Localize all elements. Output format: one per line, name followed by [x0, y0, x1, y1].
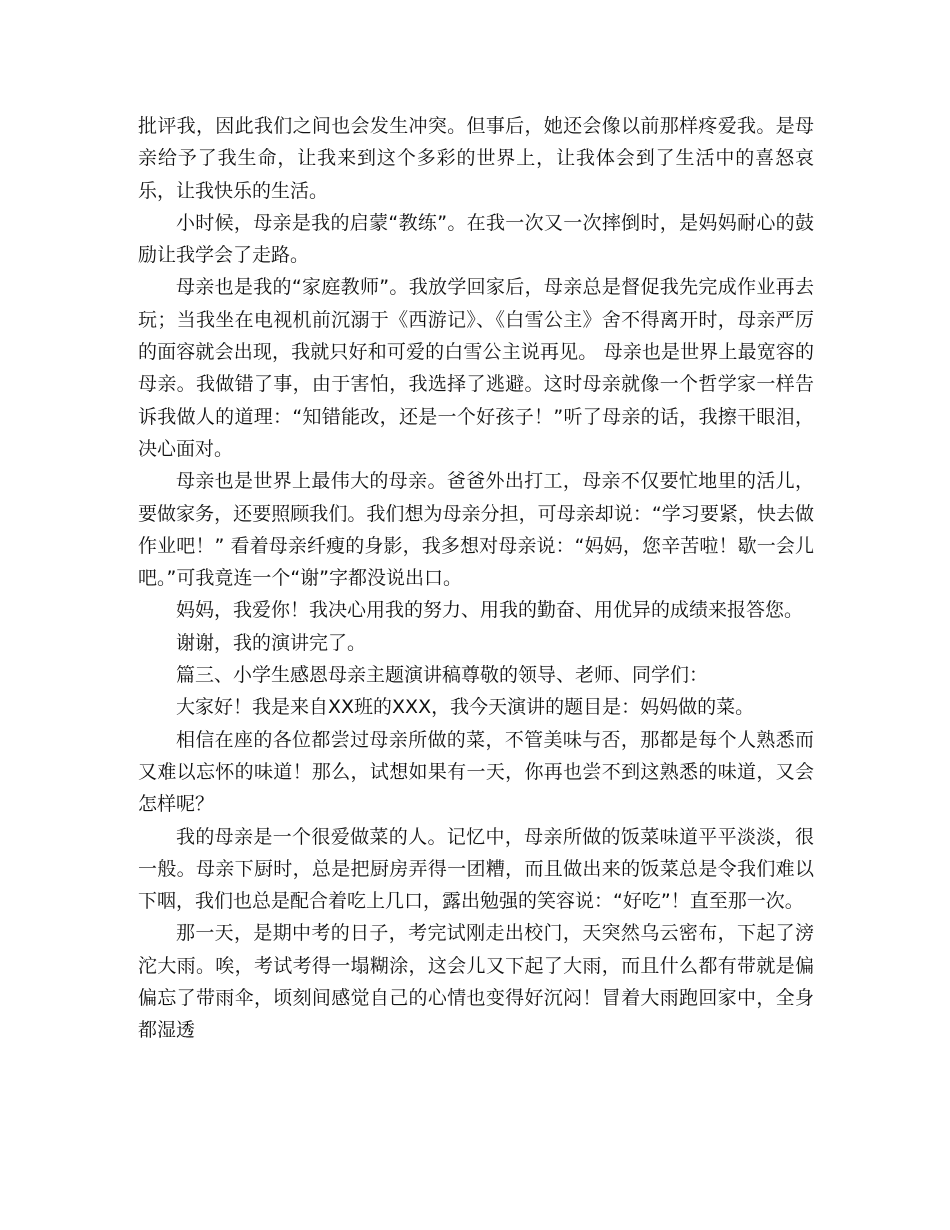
document-body: [138, 110, 814, 1047]
section-heading: 篇三、小学生感恩母亲主题演讲稿尊敬的领导、老师、同学们：: [176, 664, 709, 687]
paragraph-10: 我的母亲是一个很爱做菜的人。记忆中，母亲所做的饭菜味道平平淡淡，很一般。母亲下厨时，总是把厨房弄得一团糟，而且做出来的饭菜总是令我们难以下咽，我们也总是配合着吃上几口，露出勉强的笑容说：“好吃”！直至那一次。: [138, 825, 814, 913]
paragraph-11: 那一天，是期中考的日子，考完试刚走出校门，天突然乌云密布，下起了滂沱大雨。唉，考试考得一塌糊涂，这会儿又下起了大雨，而且什么都有带就是偏偏忘了带雨伞，顷刻间感觉自己的心情也变得好沉闷！冒着大雨跑回家中，全身都湿透: [138, 922, 814, 1042]
paragraph-2: 小时候，母亲是我的启蒙“教练”。在我一次又一次摔倒时，是妈妈耐心的鼓励让我学会了走路。: [138, 211, 814, 267]
paragraph-9: 相信在座的各位都尝过母亲所做的菜，不管美味与否，那都是每个人熟悉而又难以忘怀的味道！那么，试想如果有一天，你再也尝不到这熟悉的味道，又会怎样呢？: [138, 728, 814, 816]
paragraph-6: 谢谢，我的演讲完了。: [176, 631, 367, 654]
paragraph-3: 母亲也是我的“家庭教师”。我放学回家后，母亲总是督促我先完成作业再去玩；当我坐在电视机前沉溺于《西游记》、《白雪公主》舍不得离开时，母亲严厉的面容就会出现，我就只好和可爱的白雪公主说再见。 母亲也是世界上最宽容的母亲。我做错了事，由于害怕，我选择了逃避。这时母亲就像一个哲学家一样告诉我做人的道理：“知错能改，还是一个好孩子！”听了母亲的话，我擦干眼泪，决心面对。: [138, 276, 814, 460]
paragraph-5: 妈妈，我爱你！我决心用我的努力、用我的勤奋、用优异的成绩来报答您。: [176, 599, 804, 622]
paragraph-1: 批评我，因此我们之间也会发生冲突。但事后，她还会像以前那样疼爱我。是母亲给予了我生命，让我来到这个多彩的世界上，让我体会到了生活中的喜怒哀乐，让我快乐的生活。: [138, 115, 814, 202]
paragraph-4: 母亲也是世界上最伟大的母亲。爸爸外出打工，母亲不仅要忙地里的活儿，要做家务，还要照顾我们。我们想为母亲分担，可母亲却说：“学习要紧，快去做作业吧！” 看着母亲纤瘦的身影，我多想对母亲说：“妈妈，您辛苦啦！歇一会儿吧。”可我竟连一个“谢”字都没说出口。: [138, 470, 814, 590]
paragraph-8: 大家好！我是来自XX班的XXX，我今天演讲的题目是：妈妈做的菜。: [176, 696, 755, 719]
